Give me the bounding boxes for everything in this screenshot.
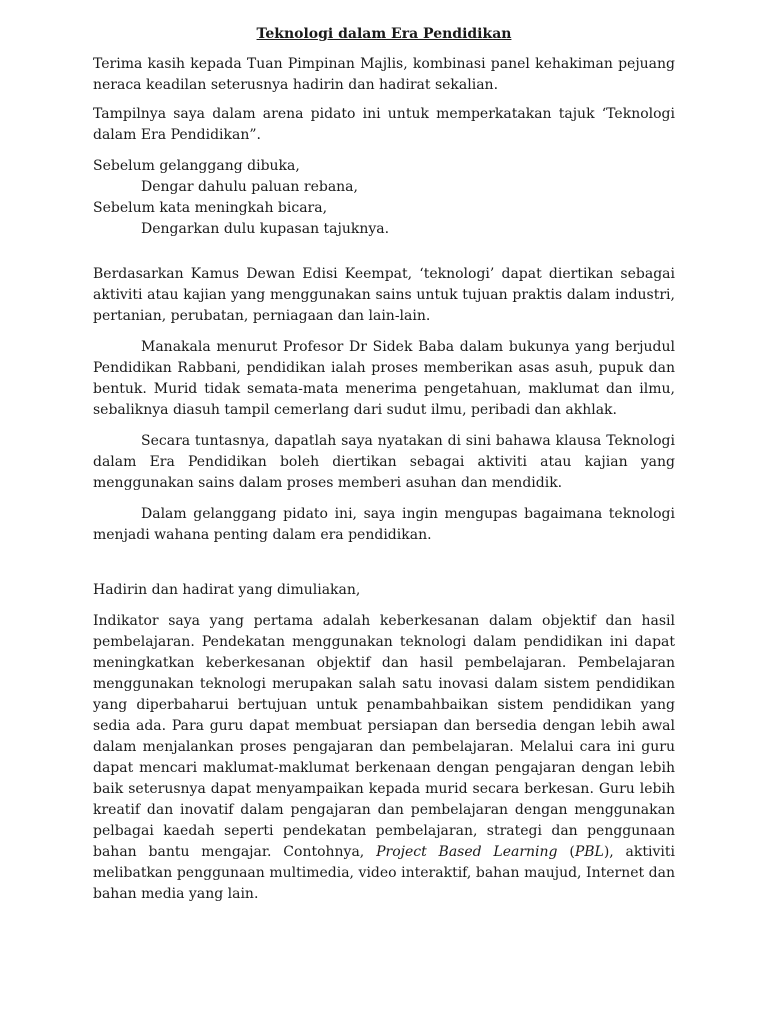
- speech-purpose: Dalam gelanggang pidato ini, saya ingin mengupas bagaimana teknologi menjadi wahana penting dalam era pendidikan.: [93, 506, 675, 543]
- salutation: Hadirin dan hadirat yang dimuliakan,: [93, 582, 361, 598]
- pbl-term: Project Based Learning: [376, 844, 558, 860]
- topic-intro: Tampilnya saya dalam arena pidato ini untuk memperkatakan tajuk ‘Teknologi dalam Era Pendidikan”.: [93, 106, 675, 143]
- pbl-abbreviation: PBL: [574, 844, 604, 860]
- paragraph-text: Indikator saya yang pertama adalah keberkesanan dalam objektif dan hasil pembelajaran. Pendekatan menggunakan teknologi dalam pendidikan ini dapat meningkatkan keberkesanan objektif dan hasil pembelajaran. Pembelajaran menggunakan teknologi merupakan salah satu inovasi dalam sistem pendidikan yang diperbaharui bertujuan untuk penambahbaikan sistem pendidikan yang sedia ada. Para guru dapat membuat persiapan dan bersedia dengan lebih awal dalam menjalankan proses pengajaran dan pembelajaran. Melalui cara ini guru dapat mencari maklumat-maklumat berkenaan dengan pengajaran dengan lebih baik seterusnya dapat menyampaikan kepada murid secara berkesan. Guru lebih kreatif dan inovatif dalam pengajaran dan pembelajaran dengan menggunakan pelbagai kaedah seperti pendekatan pembelajaran, strategi dan penggunaan bahan bantu mengajar. Contohnya,: [93, 613, 675, 860]
- document-title: Teknologi dalam Era Pendidikan: [256, 26, 512, 42]
- verse-line: Dengar dahulu paluan rebana,: [141, 179, 358, 195]
- first-indicator-paragraph: [93, 611, 675, 905]
- verse-line: Sebelum kata meningkah bicara,: [93, 200, 328, 216]
- definition-conclusion: Secara tuntasnya, dapatlah saya nyatakan di sini bahawa klausa Teknologi dalam Era Pendidikan boleh diertikan sebagai aktiviti atau kajian yang menggunakan sains dalam proses memberi asuhan dan mendidik.: [93, 433, 675, 491]
- verse-line: Dengarkan dulu kupasan tajuknya.: [141, 221, 390, 237]
- opening-greeting: Terima kasih kepada Tuan Pimpinan Majlis, kombinasi panel kehakiman pejuang neraca keadilan seterusnya hadirin dan hadirat sekalian.: [93, 56, 675, 93]
- definition-technology: Berdasarkan Kamus Dewan Edisi Keempat, ‘teknologi’ dapat diertikan sebagai aktiviti atau kajian yang menggunakan sains untuk tujuan praktis dalam industri, pertanian, perubatan, perniagaan dan lain-lain.: [93, 266, 675, 324]
- pantun-verse: [93, 156, 675, 240]
- definition-education: Manakala menurut Profesor Dr Sidek Baba dalam bukunya yang berjudul Pendidikan Rabbani, pendidikan ialah proses memberikan asas asuh, pupuk dan bentuk. Murid tidak semata-mata menerima pengetahuan, maklumat dan ilmu, sebaliknya diasuh tampil cemerlang dari sudut ilmu, peribadi dan akhlak.: [93, 339, 675, 418]
- paragraph-text: ), aktiviti melibatkan penggunaan multimedia, video interaktif, bahan maujud, Internet dan bahan media yang lain.: [93, 844, 675, 902]
- paragraph-text: (: [557, 844, 575, 860]
- verse-line: Sebelum gelanggang dibuka,: [93, 158, 300, 174]
